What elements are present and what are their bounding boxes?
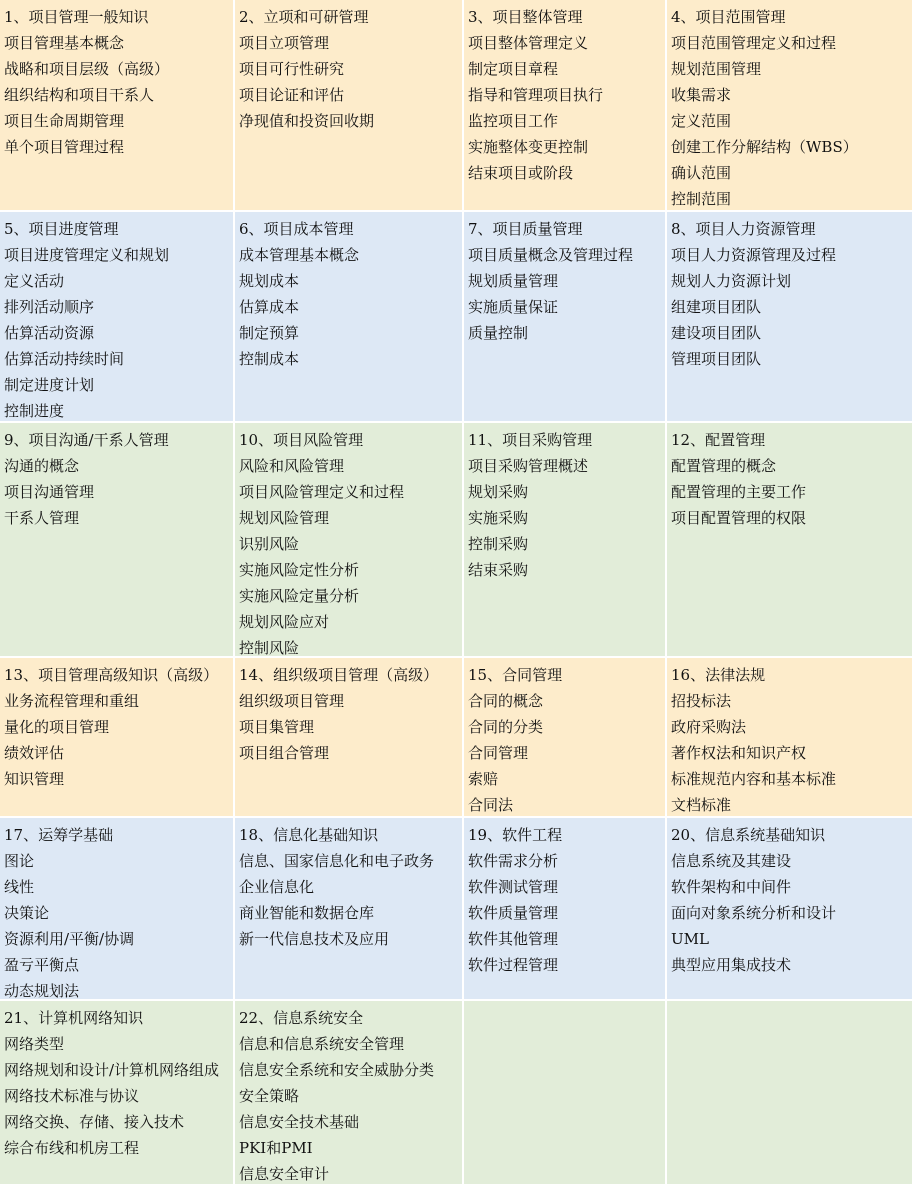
list-item: 制定预算 [239,324,300,342]
list-item: 干系人管理 [4,509,80,527]
cell-title: 15、合同管理 [468,666,563,684]
list-item: 盈亏平衡点 [4,956,80,974]
cell-title: 8、项目人力资源管理 [671,220,816,238]
cell-title: 6、项目成本管理 [239,220,354,238]
list-item: 网络规划和设计/计算机网络组成 [4,1061,220,1079]
list-item: 识别风险 [239,535,300,553]
list-item: 量化的项目管理 [4,718,110,736]
list-item: 建设项目团队 [671,324,762,342]
table-cell [667,423,912,658]
list-item: 配置管理的主要工作 [671,483,807,501]
list-item: 项目人力资源管理及过程 [671,246,837,264]
table-cell [235,212,464,423]
list-item: 指导和管理项目执行 [468,86,604,104]
list-item: 估算成本 [239,298,300,316]
list-item: 招投标法 [671,692,732,710]
list-item: 排列活动顺序 [4,298,95,316]
list-item: 实施风险定性分析 [239,561,360,579]
list-item: 合同的概念 [468,692,544,710]
cell-title: 10、项目风险管理 [239,431,364,449]
list-item: 估算活动持续时间 [4,350,125,368]
cell-title: 12、配置管理 [671,431,766,449]
table-cell [667,658,912,818]
list-item: 配置管理的概念 [671,457,777,475]
list-item: 项目可行性研究 [239,60,345,78]
list-item: 资源利用/平衡/协调 [4,930,135,948]
table-cell [667,212,912,423]
list-item: 线性 [4,878,35,896]
list-item: 规划人力资源计划 [671,272,792,290]
table-cell [667,0,912,212]
table-cell [235,1001,464,1186]
list-item: 网络类型 [4,1035,65,1053]
list-item: 面向对象系统分析和设计 [671,904,837,922]
list-item: 控制成本 [239,350,300,368]
list-item: 项目质量概念及管理过程 [468,246,634,264]
list-item: 确认范围 [671,164,732,182]
table-cell [235,0,464,212]
table-cell [667,818,912,1001]
list-item: 估算活动资源 [4,324,95,342]
list-item: 合同的分类 [468,718,544,736]
list-item: 信息和信息系统安全管理 [239,1035,405,1053]
table-cell [464,0,667,212]
list-item: 组织结构和项目干系人 [4,86,155,104]
table-cell [235,818,464,1001]
list-item: 控制进度 [4,402,65,420]
list-item: 图论 [4,852,35,870]
list-item: 项目整体管理定义 [468,34,589,52]
list-item: 合同法 [468,796,514,814]
list-item: UML [671,930,709,948]
list-item: 信息、国家信息化和电子政务 [239,852,435,870]
list-item: 软件过程管理 [468,956,559,974]
cell-title: 17、运筹学基础 [4,826,114,844]
list-item: 项目配置管理的权限 [671,509,807,527]
table-cell [464,658,667,818]
list-item: 项目生命周期管理 [4,112,125,130]
list-item: 控制范围 [671,190,732,208]
list-item: 软件其他管理 [468,930,559,948]
list-item: 新一代信息技术及应用 [239,930,390,948]
list-item: 项目沟通管理 [4,483,95,501]
list-item: 成本管理基本概念 [239,246,360,264]
cell-title: 19、软件工程 [468,826,563,844]
table-cell [0,423,235,658]
table-cell [235,658,464,818]
list-item: 项目采购管理概述 [468,457,589,475]
list-item: 综合布线和机房工程 [4,1139,140,1157]
list-item: 网络交换、存储、接入技术 [4,1113,185,1131]
list-item: 文档标准 [671,796,732,814]
list-item: 单个项目管理过程 [4,138,125,156]
table-cell [235,423,464,658]
cell-title: 14、组织级项目管理（高级） [239,666,439,684]
list-item: 安全策略 [239,1087,300,1105]
list-item: 项目集管理 [239,718,315,736]
list-item: 软件需求分析 [468,852,559,870]
list-item: 项目管理基本概念 [4,34,125,52]
list-item: 企业信息化 [239,878,315,896]
list-item: 规划风险应对 [239,613,330,631]
list-item: 合同管理 [468,744,529,762]
list-item: 监控项目工作 [468,112,559,130]
list-item: 知识管理 [4,770,65,788]
list-item: 典型应用集成技术 [671,956,792,974]
list-item: 软件质量管理 [468,904,559,922]
list-item: 结束采购 [468,561,529,579]
list-item: 实施质量保证 [468,298,559,316]
cell-title: 13、项目管理高级知识（高级） [4,666,219,684]
cell-title: 7、项目质量管理 [468,220,583,238]
list-item: 商业智能和数据仓库 [239,904,375,922]
list-item: 标准规范内容和基本标准 [671,770,837,788]
list-item: PKI和PMI [239,1139,313,1157]
list-item: 制定项目章程 [468,60,559,78]
list-item: 软件测试管理 [468,878,559,896]
cell-title: 5、项目进度管理 [4,220,119,238]
cell-title: 22、信息系统安全 [239,1009,364,1027]
list-item: 网络技术标准与协议 [4,1087,140,1105]
list-item: 项目范围管理定义和过程 [671,34,837,52]
list-item: 项目论证和评估 [239,86,345,104]
table-cell [464,818,667,1001]
list-item: 收集需求 [671,86,732,104]
table-cell [0,658,235,818]
list-item: 信息安全系统和安全威胁分类 [239,1061,435,1079]
list-item: 动态规划法 [4,982,80,1000]
list-item: 风险和风险管理 [239,457,345,475]
cell-title: 4、项目范围管理 [671,8,786,26]
list-item: 规划采购 [468,483,529,501]
cell-title: 16、法律法规 [671,666,766,684]
cell-title: 20、信息系统基础知识 [671,826,826,844]
table-cell [464,212,667,423]
table-cell [0,818,235,1001]
list-item: 创建工作分解结构（WBS） [671,138,858,156]
list-item: 定义活动 [4,272,65,290]
list-item: 实施采购 [468,509,529,527]
list-item: 管理项目团队 [671,350,762,368]
table-cell [0,1001,235,1186]
list-item: 净现值和投资回收期 [239,112,375,130]
cell-title: 18、信息化基础知识 [239,826,379,844]
list-item: 绩效评估 [4,744,65,762]
list-item: 决策论 [4,904,50,922]
list-item: 索赔 [468,770,499,788]
list-item: 组织级项目管理 [239,692,345,710]
list-item: 政府采购法 [671,718,747,736]
list-item: 业务流程管理和重组 [4,692,140,710]
list-item: 信息系统及其建设 [671,852,792,870]
list-item: 战略和项目层级（高级） [4,60,170,78]
list-item: 规划范围管理 [671,60,762,78]
list-item: 制定进度计划 [4,376,95,394]
cell-title: 3、项目整体管理 [468,8,583,26]
list-item: 实施整体变更控制 [468,138,589,156]
list-item: 质量控制 [468,324,529,342]
cell-title: 21、计算机网络知识 [4,1009,144,1027]
list-item: 软件架构和中间件 [671,878,792,896]
list-item: 实施风险定量分析 [239,587,360,605]
table-cell [667,1001,912,1186]
list-item: 信息安全技术基础 [239,1113,360,1131]
cell-title: 1、项目管理一般知识 [4,8,149,26]
list-item: 规划风险管理 [239,509,330,527]
list-item: 著作权法和知识产权 [671,744,807,762]
list-item: 项目立项管理 [239,34,330,52]
list-item: 控制风险 [239,639,300,657]
list-item: 定义范围 [671,112,732,130]
list-item: 项目风险管理定义和过程 [239,483,405,501]
list-item: 信息安全审计 [239,1165,330,1183]
table-cell [0,0,235,212]
cell-title: 2、立项和可研管理 [239,8,369,26]
list-item: 项目组合管理 [239,744,330,762]
list-item: 控制采购 [468,535,529,553]
list-item: 结束项目或阶段 [468,164,574,182]
list-item: 项目进度管理定义和规划 [4,246,170,264]
list-item: 组建项目团队 [671,298,762,316]
list-item: 沟通的概念 [4,457,80,475]
list-item: 规划成本 [239,272,300,290]
table-cell [464,1001,667,1186]
cell-title: 9、项目沟通/干系人管理 [4,431,169,449]
table-cell [464,423,667,658]
table-cell [0,212,235,423]
list-item: 规划质量管理 [468,272,559,290]
cell-title: 11、项目采购管理 [468,431,593,449]
